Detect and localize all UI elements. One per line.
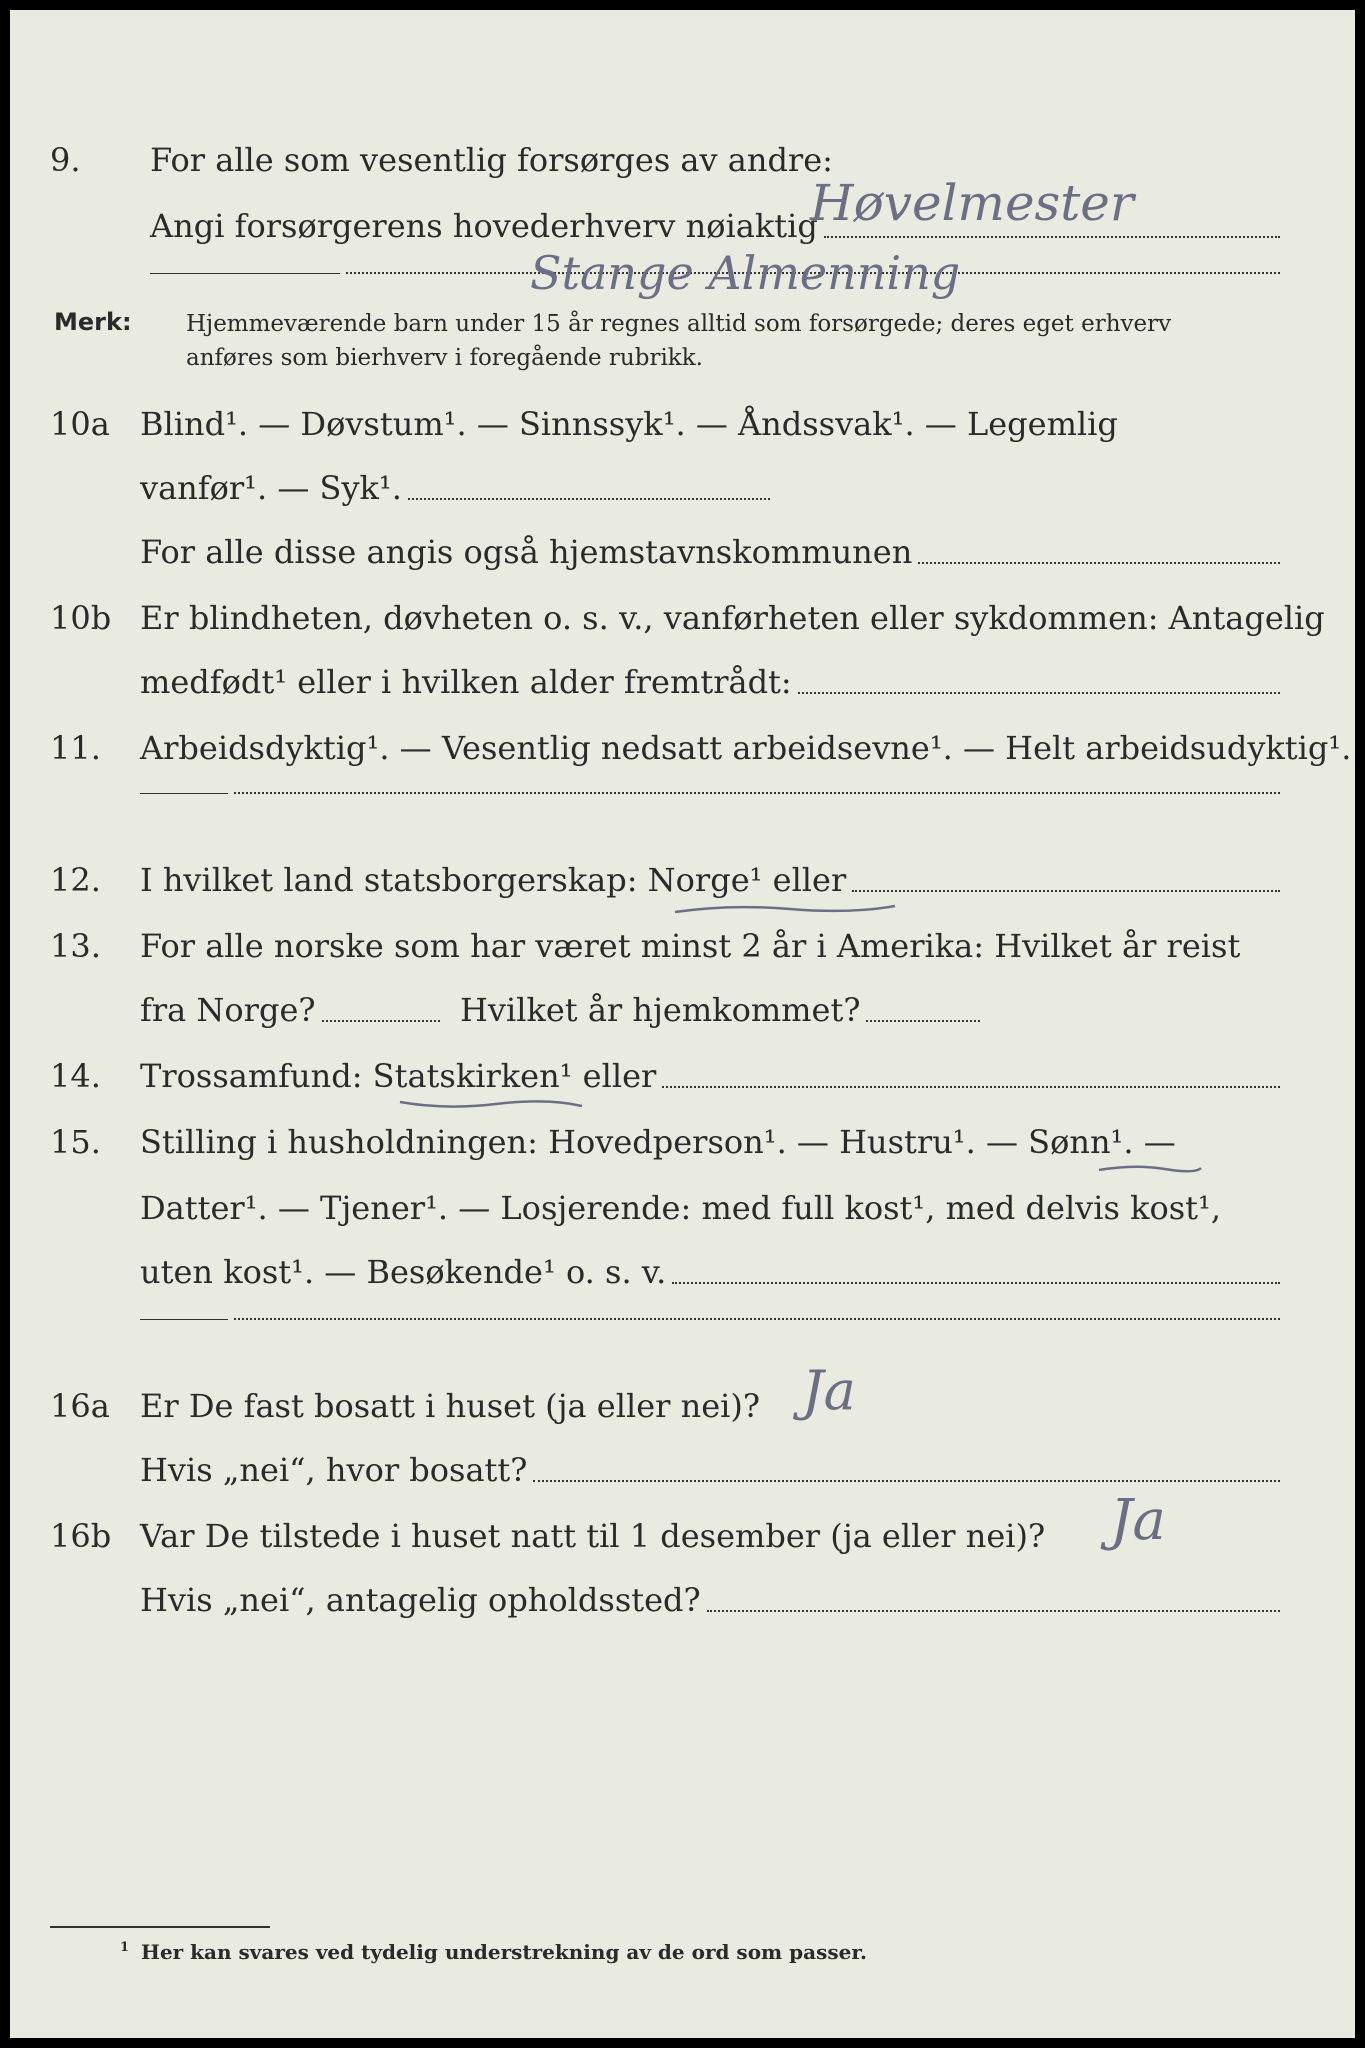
q13-hjemkommet-answer-line[interactable] bbox=[866, 1020, 980, 1022]
q16a-handwritten-answer: Ja bbox=[802, 1359, 856, 1422]
q16b-number: 16b bbox=[50, 1517, 112, 1555]
merk-label bbox=[54, 306, 132, 339]
q9-handwritten-answer2: Stange Almenning bbox=[530, 246, 961, 300]
q15-number: 15. bbox=[50, 1123, 101, 1161]
q16b-line1 bbox=[140, 1516, 1280, 1556]
q9-rule-left bbox=[150, 273, 340, 274]
q10b-text1: Er blindheten, døvheten o. s. v., vanførheten eller sykdommen: Antagelig bbox=[140, 599, 1325, 637]
q15-line4 bbox=[140, 1318, 1280, 1328]
census-form-page bbox=[10, 10, 1355, 2038]
q11-line1 bbox=[140, 728, 1352, 768]
q15-answer-line2[interactable] bbox=[234, 1318, 1280, 1320]
q10a-text2: vanfør¹. — Syk¹. bbox=[140, 469, 402, 507]
q13-line2b bbox=[460, 990, 980, 1030]
q14-number: 14. bbox=[50, 1057, 101, 1095]
q10b-answer-line[interactable] bbox=[798, 692, 1280, 694]
q9-text2: Angi forsørgerens hovederhverv nøiaktig bbox=[150, 207, 818, 245]
q13-number: 13. bbox=[50, 927, 101, 965]
q9-handwritten-answer1: Høvelmester bbox=[810, 174, 1134, 232]
q9-number: 9. bbox=[50, 141, 81, 179]
q16a-text1: Er De fast bosatt i huset (ja eller nei)? bbox=[140, 1387, 761, 1425]
q15-line3 bbox=[140, 1252, 1280, 1292]
q14-line1 bbox=[140, 1056, 1280, 1096]
q16a-line1 bbox=[140, 1386, 780, 1426]
q10b-number: 10b bbox=[50, 599, 112, 637]
q14-answer-line[interactable] bbox=[662, 1086, 1280, 1088]
q10a-line1 bbox=[140, 404, 1280, 444]
q12-answer-line[interactable] bbox=[852, 890, 1280, 892]
q15-line2 bbox=[140, 1188, 1290, 1228]
q10b-text2: medfødt¹ eller i hvilken alder fremtrådt: bbox=[140, 663, 792, 701]
q10b-line2 bbox=[140, 662, 1280, 702]
q10a-text1: Blind¹. — Døvstum¹. — Sinnssyk¹. — Åndssvak¹. — Legemlig bbox=[140, 405, 1118, 443]
q12-line1 bbox=[140, 860, 1280, 900]
q14-text1: Trossamfund: Statskirken¹ eller bbox=[140, 1057, 657, 1095]
q9-text1: For alle som vesentlig forsørges av andre: bbox=[150, 141, 833, 179]
q15-rule-left bbox=[140, 1319, 228, 1320]
q13-reist-answer-line[interactable] bbox=[322, 1020, 440, 1022]
q11-answer-line[interactable] bbox=[234, 792, 1280, 794]
q16a-line2 bbox=[140, 1450, 1280, 1490]
footnote-text: Her kan svares ved tydelig understrekning av de ord som passer. bbox=[141, 1940, 868, 1964]
q15-text3: uten kost¹. — Besøkende¹ o. s. v. bbox=[140, 1253, 667, 1291]
footnote bbox=[120, 1940, 867, 1964]
q12-text1: I hvilket land statsborgerskap: Norge¹ eller bbox=[140, 861, 847, 899]
q10a-syk-answer-line[interactable] bbox=[408, 498, 770, 500]
q10a-number: 10a bbox=[50, 405, 110, 443]
q9-answer-line[interactable] bbox=[824, 236, 1280, 238]
footnote-mark: 1 bbox=[120, 1940, 130, 1956]
q13-text2a: fra Norge? bbox=[140, 991, 316, 1029]
q16b-text2: Hvis „nei“, antagelig opholdssted? bbox=[140, 1581, 701, 1619]
q13-text1: For alle norske som har været minst 2 år i Amerika: Hvilket år reist bbox=[140, 927, 1241, 965]
footnote-rule bbox=[50, 1926, 270, 1928]
merk-line1: Hjemmeværende barn under 15 år regnes alltid som forsørgede; deres eget erhverv bbox=[186, 311, 1172, 337]
q10a-line2 bbox=[140, 468, 770, 508]
q16b-handwritten-answer: Ja bbox=[1110, 1488, 1166, 1553]
q11-number: 11. bbox=[50, 729, 101, 767]
q16a-text2: Hvis „nei“, hvor bosatt? bbox=[140, 1451, 528, 1489]
q12-number: 12. bbox=[50, 861, 101, 899]
q15-answer-line[interactable] bbox=[672, 1282, 1280, 1284]
q10a-kommune-answer-line[interactable] bbox=[918, 562, 1280, 564]
q15-line1 bbox=[140, 1122, 1280, 1162]
merk-label-text: Merk: bbox=[54, 308, 132, 336]
q13-line2a bbox=[140, 990, 440, 1030]
q11-text1: Arbeidsdyktig¹. — Vesentlig nedsatt arbeidsevne¹. — Helt arbeidsudyktig¹. bbox=[140, 729, 1352, 767]
q16b-answer-line[interactable] bbox=[707, 1610, 1280, 1612]
q16a-answer-line[interactable] bbox=[533, 1480, 1280, 1482]
q16b-line2 bbox=[140, 1580, 1280, 1620]
q12-norge-underline bbox=[670, 900, 900, 920]
merk-line2: anføres som bierhverv i foregående rubrikk. bbox=[186, 345, 703, 371]
q10a-line3 bbox=[140, 532, 1280, 572]
q15-text1: Stilling i husholdningen: Hovedperson¹. — Hustru¹. — Sønn¹. — bbox=[140, 1123, 1176, 1161]
q11-rule-left bbox=[140, 793, 228, 794]
q14-statskirken-underline bbox=[396, 1094, 586, 1114]
q16a-number: 16a bbox=[50, 1387, 110, 1425]
q15-sonn-underline bbox=[1095, 1160, 1205, 1178]
q10b-line1 bbox=[140, 598, 1325, 638]
q10a-text3: For alle disse angis også hjemstavnskommunen bbox=[140, 533, 913, 571]
q16b-text1: Var De tilstede i huset natt til 1 desember (ja eller nei)? bbox=[140, 1517, 1046, 1555]
q13-text2b: Hvilket år hjemkommet? bbox=[460, 991, 861, 1029]
q11-line2 bbox=[140, 792, 1280, 802]
q15-text2: Datter¹. — Tjener¹. — Losjerende: med full kost¹, med delvis kost¹, bbox=[140, 1189, 1222, 1227]
q13-line1 bbox=[140, 926, 1280, 966]
